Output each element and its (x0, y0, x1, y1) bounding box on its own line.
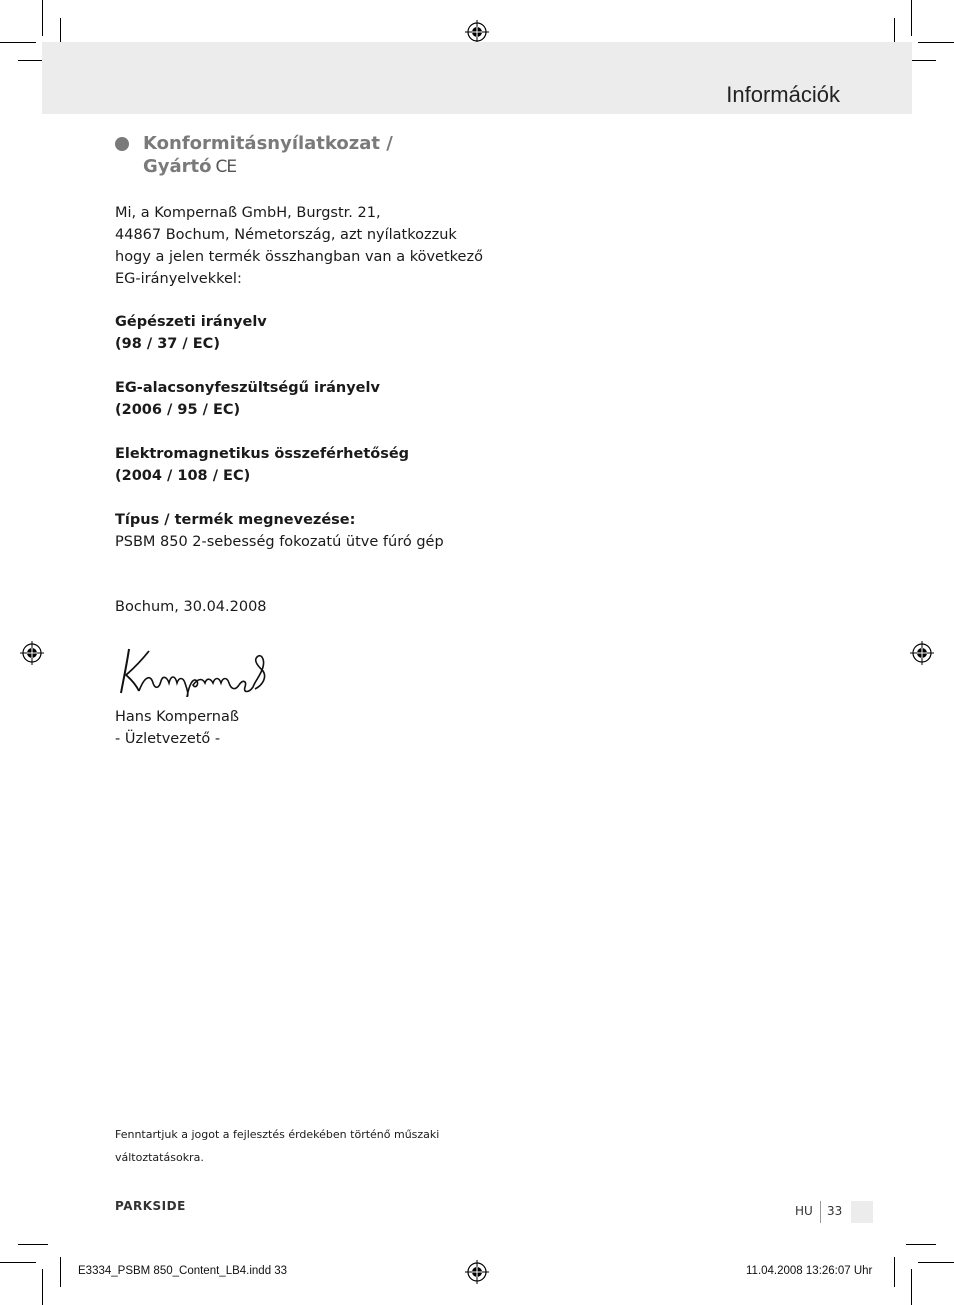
page-number: 33 (827, 1204, 843, 1218)
directive-code: (2004 / 108 / EC) (115, 468, 251, 484)
crop-mark (18, 1244, 48, 1245)
intro-line: Mi, a Kompernaß GmbH, Burgstr. 21, (115, 205, 381, 221)
section-heading-line2: Gyártó CE (143, 156, 237, 177)
crop-mark (42, 1269, 43, 1305)
crop-mark (60, 1257, 61, 1287)
language-code: HU (795, 1204, 813, 1218)
signer-name: Hans Kompernaß (115, 709, 239, 725)
directive-name: EG-alacsonyfeszültségű irányelv (115, 380, 380, 396)
brand-logo: PARKSIDE (115, 1199, 186, 1213)
directive-code: (98 / 37 / EC) (115, 336, 220, 352)
slug-filename: E3334_PSBM 850_Content_LB4.indd 33 (78, 1265, 288, 1277)
directive-name: Elektromagnetikus összeférhetőség (115, 446, 410, 462)
signature-image (115, 645, 270, 697)
intro-line: hogy a jelen termék összhangban van a következő (115, 249, 483, 265)
section-heading (143, 132, 393, 179)
intro-line: EG-irányelvekkel: (115, 271, 242, 287)
crop-mark (42, 0, 43, 36)
registration-mark-icon (465, 20, 489, 44)
footer-tab-box (851, 1201, 873, 1223)
section-heading-line1: Konformitásnyílatkozat / (143, 133, 393, 154)
ce-mark-icon: CE (215, 157, 237, 177)
disclaimer-line: Fenntartjuk a jogot a fejlesztés érdekében történő műszaki (115, 1128, 440, 1141)
crop-mark (911, 0, 912, 36)
crop-mark (0, 42, 36, 43)
directive-name: Gépészeti irányelv (115, 314, 267, 330)
footer-divider (820, 1201, 821, 1223)
place-date: Bochum, 30.04.2008 (115, 599, 267, 615)
intro-line: 44867 Bochum, Németország, azt nyílatkozzuk (115, 227, 457, 243)
registration-mark-icon (20, 641, 44, 665)
disclaimer-line: változtatásokra. (115, 1151, 204, 1164)
registration-mark-icon (465, 1260, 489, 1284)
page-title: Információk (726, 82, 840, 107)
crop-mark (906, 1244, 936, 1245)
directive-code: (2006 / 95 / EC) (115, 402, 241, 418)
registration-mark-icon (910, 641, 934, 665)
slug-timestamp: 11.04.2008 13:26:07 Uhr (746, 1265, 873, 1277)
signer-title: - Üzletvezető - (115, 731, 221, 747)
product-value: PSBM 850 2-sebesség fokozatú ütve fúró gép (115, 534, 444, 550)
crop-mark (0, 1262, 36, 1263)
crop-mark (894, 1257, 895, 1287)
product-label: Típus / termék megnevezése: (115, 512, 356, 528)
bullet-icon (115, 137, 129, 151)
crop-mark (918, 42, 954, 43)
crop-mark (911, 1269, 912, 1305)
crop-mark (918, 1262, 954, 1263)
